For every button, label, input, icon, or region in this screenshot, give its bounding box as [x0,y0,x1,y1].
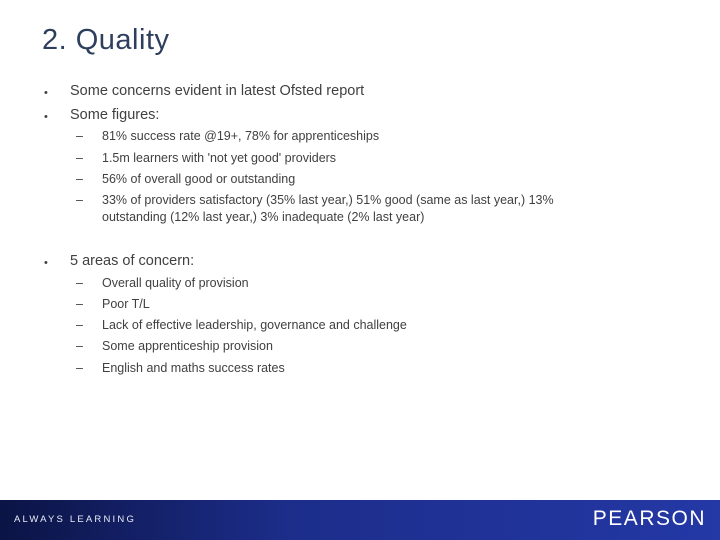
sub-bullet-text: Lack of effective leadership, governance and challenge [102,318,407,332]
sub-bullet-text: 81% success rate @19+, 78% for apprenticeships [102,129,380,143]
sub-bullet-text-continuation: outstanding (12% last year,) 3% inadequate (2% last year) [102,210,425,224]
bullet-text: 5 areas of concern: [70,253,195,269]
bullet-marker: • [44,87,48,99]
sub-bullet-marker: – [76,129,83,143]
pearson-logo: PEARSON [592,507,706,530]
footer-bar [0,500,720,540]
sub-bullet-text: English and maths success rates [102,361,285,375]
bullet-text: Some concerns evident in latest Ofsted report [70,83,365,99]
sub-bullet-marker: – [76,339,83,353]
sub-bullet-marker: – [76,361,83,375]
sub-bullet-marker: – [76,193,83,207]
bullet-marker: • [44,257,48,269]
sub-bullet-marker: – [76,297,83,311]
sub-bullet-marker: – [76,172,83,186]
footer-tagline: ALWAYS LEARNING [14,514,137,525]
bullet-marker: • [44,111,48,123]
sub-bullet-text: Poor T/L [102,297,150,311]
sub-bullet-text: 33% of providers satisfactory (35% last year,) 51% good (same as last year,) 13% [102,193,554,207]
sub-bullet-marker: – [76,151,83,165]
sub-bullet-marker: – [76,318,83,332]
sub-bullet-text: Overall quality of provision [102,276,249,290]
sub-bullet-marker: – [76,276,83,290]
bullet-text: Some figures: [70,107,160,123]
slide-title: 2. Quality [42,24,170,56]
sub-bullet-text: Some apprenticeship provision [102,339,273,353]
sub-bullet-text: 1.5m learners with 'not yet good' providers [102,151,337,165]
sub-bullet-text: 56% of overall good or outstanding [102,172,296,186]
